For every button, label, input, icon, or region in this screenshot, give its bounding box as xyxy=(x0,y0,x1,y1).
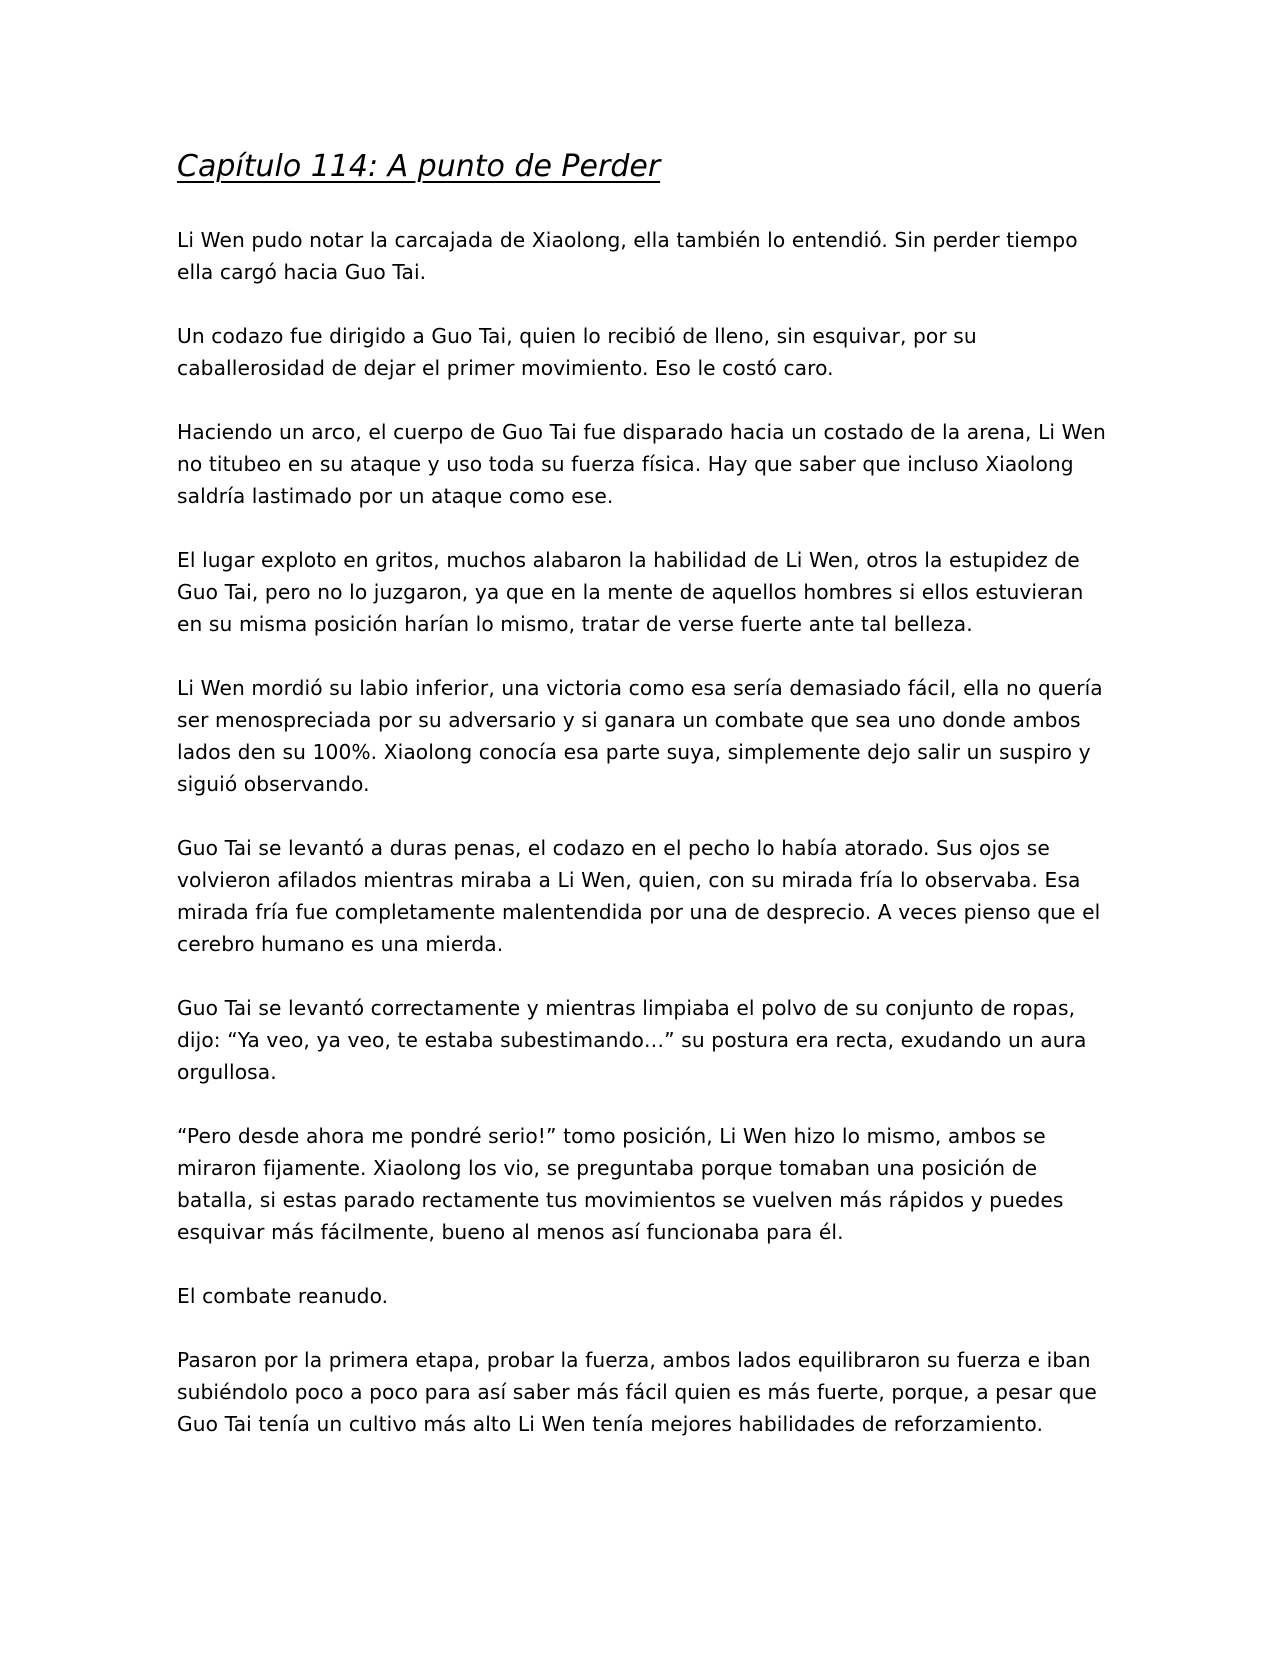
paragraph-1: Li Wen pudo notar la carcajada de Xiaolong, ella también lo entendió. Sin perder tiempo ella cargó hacia Guo Tai. xyxy=(177,227,1078,284)
paragraph-8: “Pero desde ahora me pondré serio!” tomo posición, Li Wen hizo lo mismo, ambos se miraron fijamente. Xiaolong los vio, se preguntaba porque tomaban una posición de batalla, si estas parado rectamente tus movimientos se vuelven más rápidos y puedes esquivar más fácilmente, bueno al menos así funcionaba para él. xyxy=(177,1123,1064,1244)
document-page xyxy=(177,148,1112,1472)
chapter-title: Capítulo 114: A punto de Perder xyxy=(177,149,661,184)
paragraph-3: Haciendo un arco, el cuerpo de Guo Tai fue disparado hacia un costado de la arena, Li Wen no titubeo en su ataque y uso toda su fuerza física. Hay que saber que incluso Xiaolong saldría lastimado por un ataque como ese. xyxy=(177,419,1106,508)
paragraph-7: Guo Tai se levantó correctamente y mientras limpiaba el polvo de su conjunto de ropas, dijo: “Ya veo, ya veo, te estaba subestimando…” su postura era recta, exudando un aura orgullosa. xyxy=(177,995,1087,1084)
paragraph-9: El combate reanudo. xyxy=(177,1283,389,1308)
paragraph-4: El lugar exploto en gritos, muchos alabaron la habilidad de Li Wen, otros la estupidez de Guo Tai, pero no lo juzgaron, ya que en la mente de aquellos hombres si ellos estuvieran en su misma posición harían lo mismo, tratar de verse fuerte ante tal belleza. xyxy=(177,547,1084,636)
paragraph-2: Un codazo fue dirigido a Guo Tai, quien lo recibió de lleno, sin esquivar, por su caballerosidad de dejar el primer movimiento. Eso le costó caro. xyxy=(177,323,977,380)
paragraph-6: Guo Tai se levantó a duras penas, el codazo en el pecho lo había atorado. Sus ojos se volvieron afilados mientras miraba a Li Wen, quien, con su mirada fría lo observaba. Esa mirada fría fue completamente malentendida por una de desprecio. A veces pienso que el cerebro humano es una mierda. xyxy=(177,835,1101,956)
paragraph-10: Pasaron por la primera etapa, probar la fuerza, ambos lados equilibraron su fuerza e iban subiéndolo poco a poco para así saber más fácil quien es más fuerte, porque, a pesar que Guo Tai tenía un cultivo más alto Li Wen tenía mejores habilidades de reforzamiento. xyxy=(177,1347,1097,1436)
paragraph-5: Li Wen mordió su labio inferior, una victoria como esa sería demasiado fácil, ella no quería ser menospreciada por su adversario y si ganara un combate que sea uno donde ambos lados den su 100%. Xiaolong conocía esa parte suya, simplemente dejo salir un suspiro y siguió observando. xyxy=(177,675,1103,796)
